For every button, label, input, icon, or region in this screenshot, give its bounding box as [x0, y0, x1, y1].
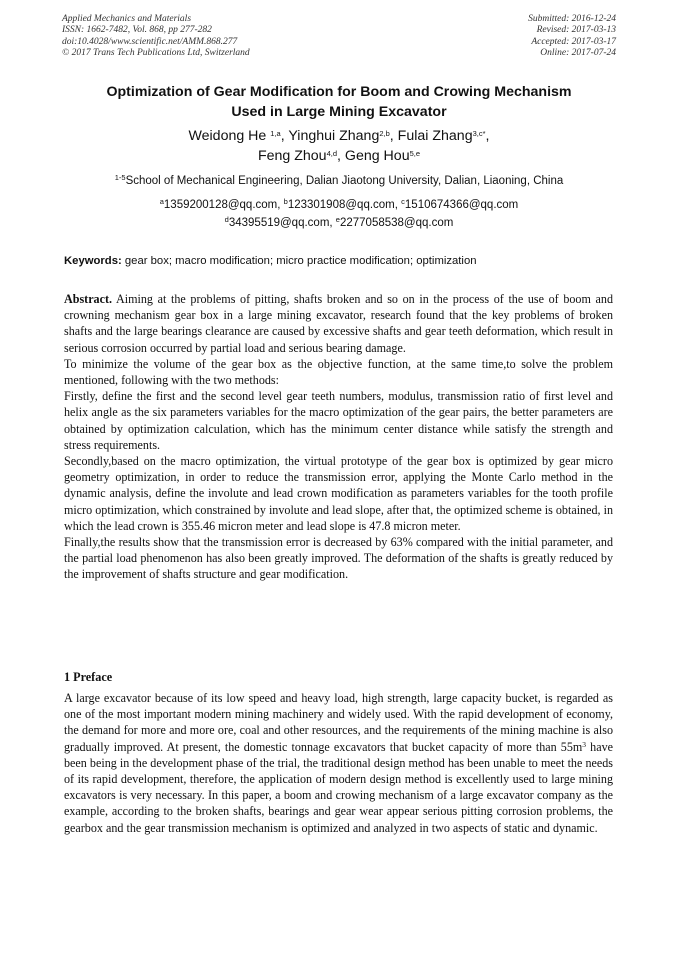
journal-header [62, 14, 250, 59]
email-address: 2277058538@qq.com [339, 216, 454, 229]
affiliation [40, 174, 638, 189]
preface-text: have been being in the development phase of the trial, the traditional design method has been unable to meet the needs of its rapid development, therefore, the application of modern design method is excellently used to large mining excavators is very necessary. In this paper, a boom and crowing mechanism of a large excavator company as the example, according to the broken shafts, bearings and gear wear appear serious pitting corrosion problems, the gearbox and the gear transmission mechanism is optimized and analyzed in two aspects of static and dynamic. [64, 739, 613, 835]
journal-doi: doi:10.4028/www.scientific.net/AMM.868.277 [62, 36, 238, 47]
abstract [64, 291, 613, 583]
email-sup: b [283, 197, 288, 206]
keywords-text: gear box; macro modification; micro practice modification; optimization [121, 255, 477, 267]
title-line-1: Optimization of Gear Modification for Boom and Crowing Mechanism [106, 84, 572, 100]
preface-body [64, 690, 613, 836]
date-online: Online: 2017-07-24 [540, 47, 616, 58]
email-address: 1510674366@qq.com [404, 199, 519, 211]
email-list [40, 197, 638, 232]
journal-name: Applied Mechanics and Materials [62, 14, 192, 24]
paper-title [40, 82, 638, 122]
author-sup: 4,d [326, 149, 338, 158]
journal-copyright: © 2017 Trans Tech Publications Ltd, Switzerland [62, 47, 250, 58]
section-heading: 1 Preface [64, 670, 113, 684]
abstract-paragraph: To minimize the volume of the gear box as the objective function, at the same time,to solve the problem mentioned, following with the two methods: [64, 356, 613, 388]
email-sup: c [401, 197, 405, 206]
title-line-2: Used in Large Mining Excavator [231, 104, 447, 120]
author-sup: 1,a [270, 129, 281, 138]
email-sup: a [159, 197, 164, 206]
journal-issn: ISSN: 1662-7482, Vol. 868, pp 277-282 [62, 25, 212, 36]
superscript: 3 [582, 739, 587, 749]
email-address: 1359200128@qq.com, [163, 199, 284, 211]
dates-header [528, 14, 616, 59]
author-name: Yinghui Zhang [288, 128, 380, 144]
email-sup: e [335, 214, 340, 224]
abstract-text: Aiming at the problems of pitting, shafts broken and so on in the process of the use of boom and crowning mechanism gear box in a large mining excavator, research found that the key problems of broken shafts and the large bearings clearance are caused by excessive shafts and gear teeth deformation, which result in serious corrosion occurred by partial load and serious bearing damage. [64, 292, 613, 355]
author-sup: 2,b [379, 129, 390, 138]
author-list: Weidong He $^{1,a}$, Yinghui Zhang$^{2,b}$, Fulai Zhang$^{3,c*}$, Feng Zhou$^{4,d}$, Geng Hou$^{5,e}$ [188, 128, 490, 164]
abstract-paragraph [64, 291, 613, 356]
date-accepted: Accepted: 2017-03-17 [531, 36, 616, 47]
author-name: Fulai Zhang [397, 128, 473, 144]
preface-text: A large excavator because of its low speed and heavy load, high strength, large capacity bucket, is regarded as one of the most important modern mining machinery and widely used. With the rapid development of economy, the demand for more and more ore, coal and other resources, and the requirements of the mining machine is also gradually improved. At present, the domestic tonnage excavators that bucket capacity of more than 55m [64, 691, 613, 754]
author-sup: 5,e [409, 149, 421, 158]
abstract-paragraph: Firstly, define the first and the second level gear teeth numbers, modulus, transmission ratio of first level and helix angle as the six parameters variables for the macro optimization of the gear pairs, the better parameters are obtained by optimization calculation, which has the minimum center distance while satisfy the strength and stress requirements. [64, 389, 613, 452]
email-address: 123301908@qq.com, [287, 199, 402, 211]
email-sup: d [224, 214, 229, 224]
preface-paragraph [64, 690, 613, 836]
author-name: Geng Hou [344, 148, 410, 164]
author-sup: 3,c* [472, 129, 486, 138]
author-name: Weidong He [188, 128, 267, 144]
keywords [64, 254, 624, 269]
date-revised: Revised: 2017-03-13 [536, 25, 616, 36]
keywords-label: Keywords: [64, 255, 122, 267]
affiliation-text: School of Mechanical Engineering, Dalian Jiaotong University, Dalian, Liaoning, China [125, 175, 564, 187]
abstract-label: Abstract. [64, 292, 113, 306]
author-name: Feng Zhou [257, 148, 327, 164]
abstract-paragraph: Secondly,based on the macro optimization, the virtual prototype of the gear box is optimized by gear micro geometry optimization, in order to reduce the transmission error, applying the Monte Carlo method in the dynamic analysis, define the involute and lead crown modification as parameters variables for the tooth profile micro optimization, which constrained by involute and lead slope, after that, the optimized scheme is obtained, in which the lead crown is 355.46 micron meter and lead slope is 47.8 micron meter. [64, 454, 613, 533]
date-submitted: Submitted: 2016-12-24 [528, 14, 616, 24]
email-address: 34395519@qq.com, [228, 216, 336, 229]
affiliation-sup: 1-5 [114, 173, 126, 182]
abstract-paragraph: Finally,the results show that the transmission error is decreased by 63% compared with the initial parameter, and the partial load phenomenon has also been greatly improved. The deformation of the shafts is greatly reduced by the improvement of shafts structure and gear modification. [64, 535, 613, 582]
